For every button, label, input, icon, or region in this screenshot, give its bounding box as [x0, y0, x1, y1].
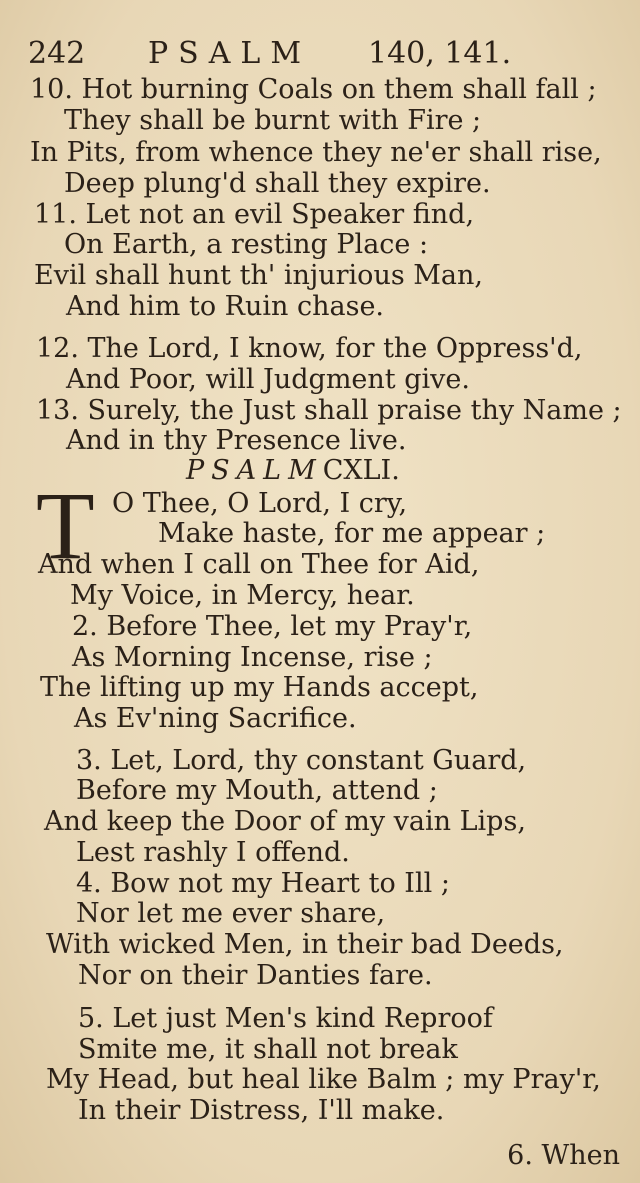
- catchword: 6. When: [507, 1140, 620, 1171]
- verse-line: Deep plung'd shall they expire.: [64, 168, 491, 199]
- psalm-numbers: 140, 141.: [368, 36, 512, 71]
- verse-line: 4. Bow not my Heart to Ill ;: [76, 868, 450, 899]
- verse-line: Nor on their Danties fare.: [78, 960, 433, 991]
- running-title: PSALM: [148, 36, 312, 71]
- verse-line: And Poor, will Judgment give.: [66, 364, 470, 395]
- verse-line: Lest rashly I offend.: [76, 837, 350, 868]
- drop-cap: T: [36, 472, 95, 579]
- verse-line: The lifting up my Hands accept,: [40, 672, 479, 703]
- psalm-title-label: PSALM: [186, 455, 323, 486]
- running-header: [28, 36, 588, 76]
- verse-line: On Earth, a resting Place :: [64, 229, 429, 260]
- verse-line: 5. Let just Men's kind Reproof: [78, 1003, 493, 1034]
- psalm-title-numeral: CXLI.: [322, 455, 400, 486]
- page-number: 242: [28, 36, 86, 71]
- verse-line: They shall be burnt with Fire ;: [64, 105, 482, 136]
- verse-line: My Voice, in Mercy, hear.: [70, 580, 415, 611]
- verse-line: O Thee, O Lord, I cry,: [112, 488, 408, 519]
- verse-line: Nor let me ever share,: [76, 898, 386, 929]
- verse-line: Smite me, it shall not break: [78, 1034, 458, 1065]
- verse-line: 2. Before Thee, let my Pray'r,: [72, 611, 473, 642]
- verse-line: 11. Let not an evil Speaker find,: [34, 199, 475, 230]
- verse-line: As Ev'ning Sacrifice.: [74, 703, 357, 734]
- verse-line: And keep the Door of my vain Lips,: [44, 806, 526, 837]
- verse-line: As Morning Incense, rise ;: [72, 642, 433, 673]
- verse-line: 3. Let, Lord, thy constant Guard,: [76, 745, 527, 776]
- verse-line: Before my Mouth, attend ;: [76, 775, 438, 806]
- verse-line: And when I call on Thee for Aid,: [38, 549, 480, 580]
- verse-line: Evil shall hunt th' injurious Man,: [34, 260, 483, 291]
- verse-line: Make haste, for me appear ;: [158, 518, 546, 549]
- verse-line: In their Distress, I'll make.: [78, 1095, 445, 1126]
- verse-line: My Head, but heal like Balm ; my Pray'r,: [46, 1064, 601, 1095]
- psalm-title: [186, 455, 400, 487]
- verse-line: 12. The Lord, I know, for the Oppress'd,: [36, 333, 583, 364]
- verse-line: In Pits, from whence they ne'er shall rise,: [30, 137, 602, 168]
- verse-line: 13. Surely, the Just shall praise thy Name ;: [36, 395, 622, 426]
- verse-line: And in thy Presence live.: [66, 425, 407, 456]
- verse-line: 10. Hot burning Coals on them shall fall ;: [30, 74, 597, 105]
- verse-line: With wicked Men, in their bad Deeds,: [46, 929, 564, 960]
- verse-line: And him to Ruin chase.: [66, 291, 385, 322]
